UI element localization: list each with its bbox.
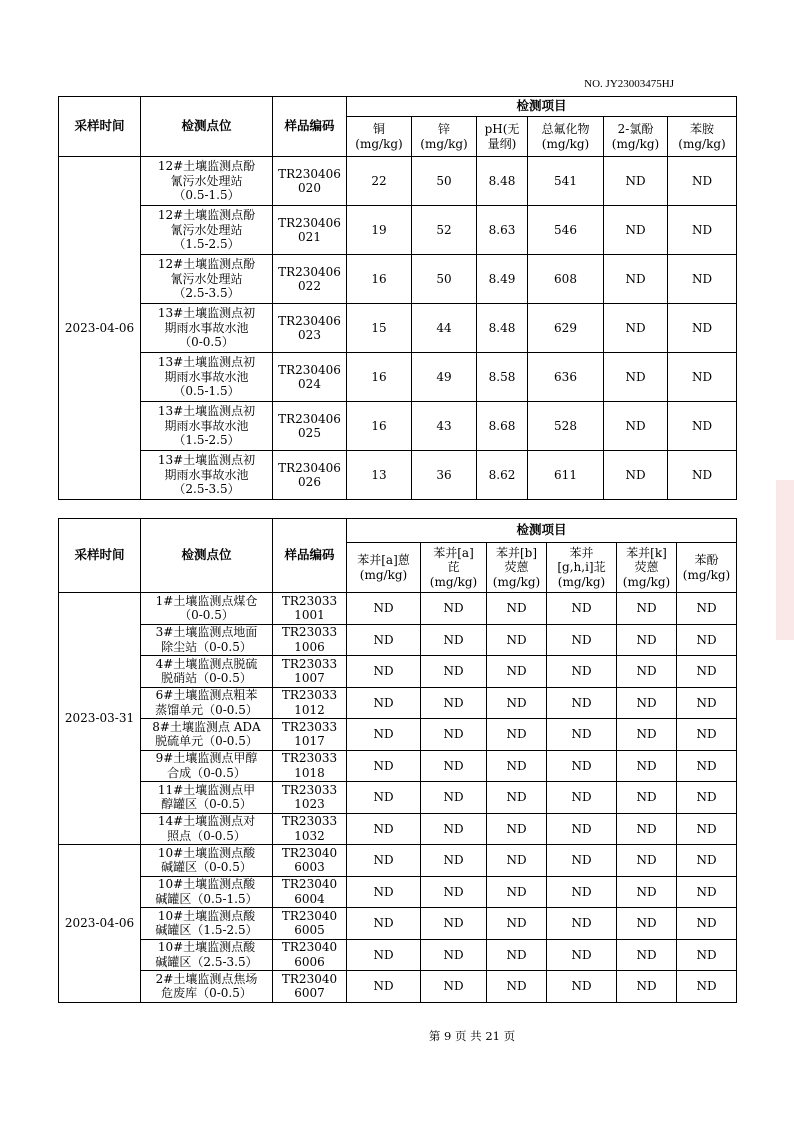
value-cell: ND — [421, 876, 487, 908]
location-cell: 1#土壤监测点煤仓 （0-0.5） — [141, 593, 273, 625]
value-cell: ND — [547, 782, 617, 814]
value-cell: ND — [604, 255, 668, 304]
value-cell: ND — [347, 624, 421, 656]
table-row — [59, 624, 737, 656]
sample-id-cell: TR230406 026 — [273, 451, 347, 500]
value-cell: ND — [547, 971, 617, 1003]
sample-id-cell: TR23040 6003 — [273, 845, 347, 877]
header-sampling-time: 采样时间 — [59, 519, 141, 593]
value-cell: 8.58 — [477, 353, 528, 402]
value-cell: 8.68 — [477, 402, 528, 451]
value-cell: ND — [487, 813, 547, 845]
value-cell: 611 — [528, 451, 604, 500]
value-cell: ND — [487, 687, 547, 719]
header-sample-id: 样品编码 — [273, 519, 347, 593]
sample-id-cell: TR23033 1023 — [273, 782, 347, 814]
table-row — [59, 845, 737, 877]
value-cell: ND — [347, 593, 421, 625]
value-cell: ND — [677, 939, 737, 971]
item-header: pH(无 量纲) — [477, 117, 528, 157]
location-cell: 8#土壤监测点 ADA 脱硫单元（0-0.5） — [141, 719, 273, 751]
value-cell: 8.63 — [477, 206, 528, 255]
value-cell: ND — [677, 593, 737, 625]
value-cell: ND — [487, 939, 547, 971]
value-cell: 15 — [347, 304, 412, 353]
item-header: 苯酚 (mg/kg) — [677, 543, 737, 593]
table-row — [59, 908, 737, 940]
table-row — [59, 656, 737, 688]
value-cell: ND — [487, 719, 547, 751]
table-row — [59, 255, 737, 304]
page-number: 第 9 页 共 21 页 — [428, 1029, 516, 1043]
location-cell: 3#土壤监测点地面 除尘站（0-0.5） — [141, 624, 273, 656]
item-header: 2-氯酚 (mg/kg) — [604, 117, 668, 157]
table-row — [59, 593, 737, 625]
location-cell: 9#土壤监测点甲醇 合成（0-0.5） — [141, 750, 273, 782]
value-cell: ND — [421, 971, 487, 1003]
value-cell: ND — [677, 813, 737, 845]
value-cell: ND — [421, 656, 487, 688]
value-cell: 36 — [412, 451, 477, 500]
table-row — [59, 750, 737, 782]
value-cell: 636 — [528, 353, 604, 402]
location-cell: 6#土壤监测点粗苯 蒸馏单元（0-0.5） — [141, 687, 273, 719]
sampling-date: 2023-03-31 — [59, 593, 141, 845]
location-cell: 10#土壤监测点酸 碱罐区（1.5-2.5） — [141, 908, 273, 940]
value-cell: 8.49 — [477, 255, 528, 304]
header-items-group: 检测项目 — [347, 519, 737, 543]
value-cell: ND — [677, 971, 737, 1003]
value-cell: ND — [668, 353, 737, 402]
value-cell: 8.48 — [477, 157, 528, 206]
value-cell: ND — [421, 939, 487, 971]
sample-id-cell: TR230406 025 — [273, 402, 347, 451]
value-cell: ND — [547, 750, 617, 782]
value-cell: ND — [617, 624, 677, 656]
value-cell: 43 — [412, 402, 477, 451]
value-cell: ND — [547, 876, 617, 908]
sample-id-cell: TR23033 1006 — [273, 624, 347, 656]
item-header: 苯并[b] 荧蒽 (mg/kg) — [487, 543, 547, 593]
location-cell: 10#土壤监测点酸 碱罐区（0.5-1.5） — [141, 876, 273, 908]
value-cell: 44 — [412, 304, 477, 353]
value-cell: ND — [487, 876, 547, 908]
location-cell: 2#土壤监测点焦场 危废库（0-0.5） — [141, 971, 273, 1003]
value-cell: ND — [604, 304, 668, 353]
value-cell: 13 — [347, 451, 412, 500]
sample-id-cell: TR230406 024 — [273, 353, 347, 402]
value-cell: ND — [547, 813, 617, 845]
value-cell: ND — [347, 750, 421, 782]
value-cell: ND — [487, 624, 547, 656]
value-cell: ND — [617, 687, 677, 719]
location-cell: 10#土壤监测点酸 碱罐区（0-0.5） — [141, 845, 273, 877]
item-header: 苯并 [g,h,i]苝 (mg/kg) — [547, 543, 617, 593]
value-cell: 8.48 — [477, 304, 528, 353]
value-cell: 19 — [347, 206, 412, 255]
value-cell: 50 — [412, 255, 477, 304]
table-row — [59, 353, 737, 402]
sample-id-cell: TR23033 1007 — [273, 656, 347, 688]
value-cell: ND — [487, 782, 547, 814]
value-cell: 546 — [528, 206, 604, 255]
value-cell: ND — [347, 656, 421, 688]
value-cell: ND — [677, 750, 737, 782]
value-cell: ND — [617, 656, 677, 688]
seal-stamp-fragment — [776, 480, 794, 640]
value-cell: ND — [547, 593, 617, 625]
value-cell: 608 — [528, 255, 604, 304]
value-cell: ND — [421, 624, 487, 656]
value-cell: ND — [421, 845, 487, 877]
value-cell: ND — [617, 908, 677, 940]
table-row — [59, 782, 737, 814]
value-cell: ND — [677, 908, 737, 940]
item-header: 苯并[a] 芘 (mg/kg) — [421, 543, 487, 593]
table-row — [59, 206, 737, 255]
value-cell: ND — [487, 845, 547, 877]
value-cell: ND — [347, 687, 421, 719]
value-cell: ND — [677, 782, 737, 814]
value-cell: ND — [604, 157, 668, 206]
sample-id-cell: TR23033 1001 — [273, 593, 347, 625]
value-cell: ND — [668, 206, 737, 255]
value-cell: ND — [677, 876, 737, 908]
location-cell: 12#土壤监测点酚 氰污水处理站 （2.5-3.5） — [141, 255, 273, 304]
header-sampling-time: 采样时间 — [59, 97, 141, 157]
value-cell: ND — [347, 939, 421, 971]
sample-id-cell: TR230406 020 — [273, 157, 347, 206]
value-cell: ND — [617, 750, 677, 782]
value-cell: ND — [347, 782, 421, 814]
value-cell: ND — [547, 939, 617, 971]
location-cell: 14#土壤监测点对 照点（0-0.5） — [141, 813, 273, 845]
location-cell: 4#土壤监测点脱硫 脱硝站（0-0.5） — [141, 656, 273, 688]
header-location: 检测点位 — [141, 97, 273, 157]
value-cell: 8.62 — [477, 451, 528, 500]
value-cell: ND — [547, 719, 617, 751]
value-cell: ND — [617, 845, 677, 877]
value-cell: 16 — [347, 353, 412, 402]
item-header: 苯胺 (mg/kg) — [668, 117, 737, 157]
value-cell: ND — [668, 402, 737, 451]
item-header: 苯并[k] 荧蒽 (mg/kg) — [617, 543, 677, 593]
value-cell: ND — [547, 687, 617, 719]
value-cell: 52 — [412, 206, 477, 255]
value-cell: ND — [487, 971, 547, 1003]
value-cell: 541 — [528, 157, 604, 206]
value-cell: ND — [421, 750, 487, 782]
value-cell: ND — [677, 687, 737, 719]
value-cell: 50 — [412, 157, 477, 206]
value-cell: ND — [487, 908, 547, 940]
table-row — [59, 719, 737, 751]
sample-id-cell: TR23040 6006 — [273, 939, 347, 971]
table-row — [59, 971, 737, 1003]
value-cell: ND — [547, 656, 617, 688]
value-cell: ND — [547, 624, 617, 656]
value-cell: 22 — [347, 157, 412, 206]
table-row — [59, 813, 737, 845]
value-cell: ND — [604, 206, 668, 255]
table-row — [59, 451, 737, 500]
value-cell: 629 — [528, 304, 604, 353]
value-cell: ND — [421, 719, 487, 751]
table-row — [59, 687, 737, 719]
value-cell: ND — [677, 845, 737, 877]
value-cell: ND — [668, 451, 737, 500]
sample-id-cell: TR230406 021 — [273, 206, 347, 255]
value-cell: ND — [547, 845, 617, 877]
table-row — [59, 402, 737, 451]
item-header: 铜 (mg/kg) — [347, 117, 412, 157]
value-cell: 528 — [528, 402, 604, 451]
value-cell: ND — [421, 593, 487, 625]
location-cell: 13#土壤监测点初 期雨水事故水池 （0.5-1.5） — [141, 353, 273, 402]
value-cell: ND — [677, 656, 737, 688]
location-cell: 12#土壤监测点酚 氰污水处理站 （1.5-2.5） — [141, 206, 273, 255]
value-cell: ND — [604, 402, 668, 451]
table-row — [59, 939, 737, 971]
location-cell: 13#土壤监测点初 期雨水事故水池 （0-0.5） — [141, 304, 273, 353]
value-cell: ND — [421, 813, 487, 845]
value-cell: ND — [617, 782, 677, 814]
value-cell: ND — [347, 813, 421, 845]
sample-id-cell: TR23033 1032 — [273, 813, 347, 845]
value-cell: ND — [668, 255, 737, 304]
value-cell: ND — [347, 971, 421, 1003]
value-cell: ND — [617, 593, 677, 625]
results-table-1 — [58, 96, 737, 500]
item-header: 锌 (mg/kg) — [412, 117, 477, 157]
location-cell: 12#土壤监测点酚 氰污水处理站 （0.5-1.5） — [141, 157, 273, 206]
sample-id-cell: TR23033 1017 — [273, 719, 347, 751]
report-number: NO. JY23003475HJ — [584, 78, 674, 90]
value-cell: ND — [347, 908, 421, 940]
value-cell: 49 — [412, 353, 477, 402]
value-cell: 16 — [347, 255, 412, 304]
value-cell: ND — [668, 157, 737, 206]
value-cell: ND — [617, 719, 677, 751]
value-cell: ND — [547, 908, 617, 940]
value-cell: ND — [487, 656, 547, 688]
value-cell: ND — [617, 876, 677, 908]
sample-id-cell: TR23040 6007 — [273, 971, 347, 1003]
location-cell: 10#土壤监测点酸 碱罐区（2.5-3.5） — [141, 939, 273, 971]
value-cell: ND — [617, 939, 677, 971]
sample-id-cell: TR230406 022 — [273, 255, 347, 304]
sample-id-cell: TR23040 6004 — [273, 876, 347, 908]
location-cell: 13#土壤监测点初 期雨水事故水池 （2.5-3.5） — [141, 451, 273, 500]
item-header: 总氟化物 (mg/kg) — [528, 117, 604, 157]
value-cell: ND — [347, 845, 421, 877]
location-cell: 13#土壤监测点初 期雨水事故水池 （1.5-2.5） — [141, 402, 273, 451]
sample-id-cell: TR23033 1012 — [273, 687, 347, 719]
value-cell: ND — [487, 593, 547, 625]
value-cell: ND — [347, 876, 421, 908]
sample-id-cell: TR230406 023 — [273, 304, 347, 353]
location-cell: 11#土壤监测点甲 醇罐区（0-0.5） — [141, 782, 273, 814]
value-cell: ND — [677, 624, 737, 656]
sampling-date: 2023-04-06 — [59, 845, 141, 1003]
table-row — [59, 157, 737, 206]
value-cell: ND — [421, 908, 487, 940]
table-row — [59, 876, 737, 908]
header-location: 检测点位 — [141, 519, 273, 593]
value-cell: 16 — [347, 402, 412, 451]
value-cell: ND — [617, 813, 677, 845]
sample-id-cell: TR23033 1018 — [273, 750, 347, 782]
value-cell: ND — [421, 782, 487, 814]
sampling-date: 2023-04-06 — [59, 157, 141, 500]
value-cell: ND — [668, 304, 737, 353]
value-cell: ND — [421, 687, 487, 719]
value-cell: ND — [677, 719, 737, 751]
table-row — [59, 304, 737, 353]
value-cell: ND — [604, 451, 668, 500]
value-cell: ND — [604, 353, 668, 402]
header-sample-id: 样品编码 — [273, 97, 347, 157]
header-items-group: 检测项目 — [347, 97, 737, 117]
results-table-2 — [58, 518, 737, 1003]
value-cell: ND — [487, 750, 547, 782]
value-cell: ND — [617, 971, 677, 1003]
item-header: 苯并[a]蒽 (mg/kg) — [347, 543, 421, 593]
sample-id-cell: TR23040 6005 — [273, 908, 347, 940]
value-cell: ND — [347, 719, 421, 751]
